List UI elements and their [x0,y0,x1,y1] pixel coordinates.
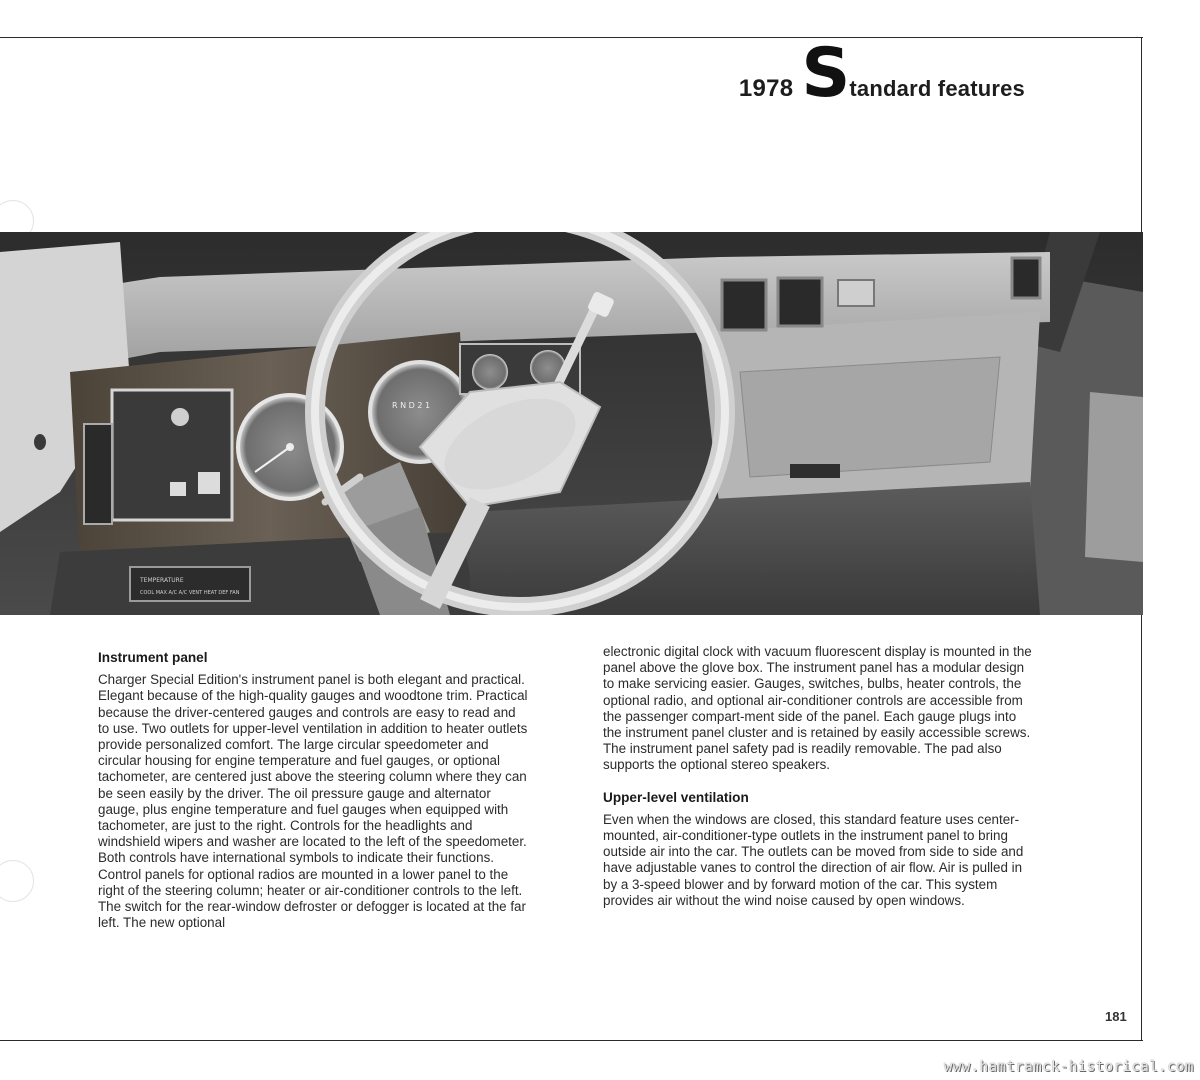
page-number: 181 [1105,1009,1127,1024]
title-text: tandard features [849,76,1025,101]
control-label: COOL MAX A/C A/C VENT HEAT DEF FAN [140,590,240,596]
section-heading-instrument-panel: Instrument panel [98,650,208,665]
control-label: TEMPERATURE [140,577,184,584]
right-column [603,644,1035,909]
page-border-top [0,37,1143,38]
section-heading-upper-level-ventilation: Upper-level ventilation [603,789,749,805]
gear-indicator: R N D 2 1 [392,401,431,410]
title-year: 1978 [738,75,794,102]
section-body-upper-level-ventilation: Even when the windows are closed, this standard feature uses center-mounted, air-conditioner-type outlets in the instrument panel to bring outside air into the car. The outlets can be moved from side to side and have adjustable vanes to control the direction of air flow. Air is pulled in by a 3-speed blower and by forward motion of the car. This system provides air without the wind noise caused by open windows. [603,811,1024,908]
page-title [738,34,1025,113]
page-border-bottom [0,1040,1143,1041]
section-body-instrument-panel: Charger Special Edition's instrument panel is both elegant and practical. Elegant because of the high-quality gauges and woodtone trim. Practical because the driver-centered gauges and controls are easy to read and to use. Two outlets for upper-level ventilation in addition to heater outlets provide personalized comfort. The large circular speedometer and circular housing for engine temperature and fuel gauges, or optional tachometer, are centered just above the steering column where they can be seen easily by the driver. The oil pressure gauge and alternator gauge, plus engine temperature and fuel gauges when equipped with tachometer, are just to the right. Controls for the headlights and windshield wipers and washer are located to the left of the speedometer. Both controls have international symbols to indicate their functions. Control panels for optional radios are mounted in a lower panel to the right of the steering column; heater or air-conditioner controls to the left. The switch for the rear-window defroster or defogger is located at the far left. The new optional [98,672,528,931]
left-column [98,650,528,931]
dashboard-photo [0,232,1143,615]
watermark: www.hamtramck-historical.com [943,1059,1194,1075]
title-initial: S [801,34,848,113]
section-body-instrument-panel-continued: electronic digital clock with vacuum fluorescent display is mounted in the panel above the glove box. The instrument panel has a modular design to make servicing easier. Gauges, switches, bulbs, heater controls, the optional radio, and optional air-conditioner controls are accessible from the passenger compart-ment side of the panel. Each gauge plugs into the instrument panel cluster and is retained by easily accessible screws. The instrument panel safety pad is readily removable. The pad also supports the optional stereo speakers. [603,644,1032,773]
binder-hole [0,860,34,902]
